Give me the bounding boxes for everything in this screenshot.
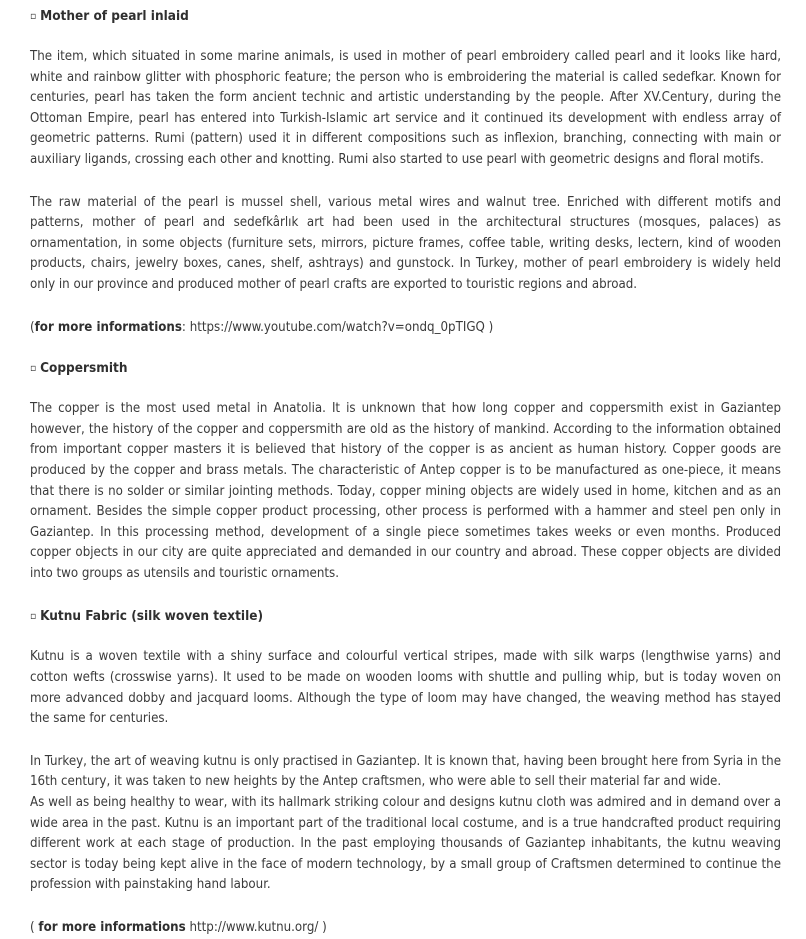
close-paren: ) bbox=[484, 319, 494, 335]
spacer bbox=[30, 338, 781, 358]
spacer bbox=[30, 730, 781, 752]
open-paren: ( bbox=[30, 920, 39, 935]
paragraph-mother-of-pearl-2: The raw material of the pearl is mussel shell, various metal wires and walnut tree. Enriched with different motifs and patterns, mother of pearl and sedefkârlık art had been used in the architectural structures (mosques, palaces) as ornamentation, in some objects (furniture sets, mirrors, picture frames, coffee table, writing desks, lectern, kind of wooden products, chairs, jewelry boxes, canes, shelf, ashtrays) and gunstock. In Turkey, mother of pearl embroidery is widely held only in our province and produced mother of pearl crafts are exported to touristic regions and abroad. bbox=[30, 194, 781, 292]
heading-label: Kutnu Fabric (silk woven textile) bbox=[40, 608, 264, 625]
more-info-label: for more informations bbox=[38, 920, 186, 935]
spacer bbox=[30, 379, 781, 399]
square-bullet-icon: ▫ bbox=[30, 11, 37, 22]
more-info-line-kutnu bbox=[30, 918, 781, 939]
paragraph-coppersmith-1: The copper is the most used metal in Anatolia. It is unknown that how long copper and coppersmith exist in Gaziantep however, the history of the copper and coppersmith are old as the history of mankind. According to the information obtained from important copper masters it is believed that history of the copper is as ancient as human history. Copper goods are produced by the copper and brass metals. The characteristic of Antep copper is to be manufactured as one-piece, it means that there is no solder or similar jointing methods. Today, copper mining objects are widely used in home, kitchen and as an ornament. Besides the simple copper product processing, other process is performed with a hammer and steel pen only in Gaziantep. In this processing method, development of a single piece sometimes takes weeks or even months. Produced copper objects in our city are quite appreciated and demanded in our country and abroad. These copper objects are divided into two groups as utensils and touristic ornaments. bbox=[30, 401, 781, 581]
spacer bbox=[30, 627, 781, 647]
kutnu-link[interactable]: http://www.kutnu.org/ bbox=[189, 920, 319, 935]
spacer bbox=[30, 296, 781, 318]
square-bullet-icon: ▫ bbox=[30, 363, 37, 375]
heading-label: Coppersmith bbox=[40, 360, 128, 377]
paragraph-kutnu-3: As well as being healthy to wear, with its hallmark striking colour and designs kutnu cloth was admired and in demand over a wide area in the past. Kutnu is an important part of the traditional local costume, and is a true handcrafted product requiring different work at each stage of production. In the past employing thousands of Gaziantep inhabitants, the kutnu weaving sector is today being kept alive in the face of modern technology, by a small group of Craftsmen determined to continue the profession with painstaking hand labour. bbox=[30, 795, 781, 893]
close-paren: ) bbox=[318, 920, 327, 935]
paragraph-mother-of-pearl-1: The item, which situated in some marine animals, is used in mother of pearl embroidery called pearl and it looks like hard, white and rainbow glitter with phosphoric feature; the person who is embroidering the material is called sedefkar. Known for centuries, pearl has taken the form ancient technic and artistic understanding by the people. After XV.Century, during the Ottoman Empire, pearl has entered into Turkish-Islamic art service and it continued its development with endless array of geometric patterns. Rumi (pattern) used it in different compositions such as inflexion, branching, connecting with main or auxiliary ligands, crossing each other and knotting. Rumi also started to use pearl with geometric designs and floral motifs. bbox=[30, 49, 781, 167]
spacer bbox=[30, 27, 781, 47]
paragraph-kutnu-1: Kutnu is a woven textile with a shiny surface and colourful vertical stripes, made with silk warps (lengthwise yarns) and cotton wefts (crosswise yarns). It used to be made on wooden looms with shuttle and pulling whip, but is today woven on more advanced dobby and jacquard looms. Although the type of loom may have changed, the weaving method has stayed the same for centuries. bbox=[30, 649, 781, 727]
paragraph-kutnu-2: In Turkey, the art of weaving kutnu is only practised in Gaziantep. It is known that, having been brought here from Syria in the 16th century, it was taken to new heights by the Antep craftsmen, who were able to sell their material far and wide. bbox=[30, 753, 781, 790]
more-info-line-mother-of-pearl bbox=[30, 318, 781, 339]
youtube-link[interactable]: https://www.youtube.com/watch?v=ondq_0pTIGQ bbox=[189, 319, 485, 335]
section-heading-mother-of-pearl bbox=[30, 6, 781, 27]
open-paren: ( bbox=[30, 319, 35, 335]
spacer bbox=[30, 171, 781, 193]
heading-label: Mother of pearl inlaid bbox=[40, 8, 189, 24]
separator: : bbox=[181, 319, 190, 335]
spacer bbox=[30, 584, 781, 606]
section-heading-coppersmith bbox=[30, 358, 781, 379]
section-heading-kutnu-fabric bbox=[30, 606, 781, 627]
spacer bbox=[30, 896, 781, 918]
more-info-label: for more informations bbox=[34, 319, 182, 335]
square-bullet-icon: ▫ bbox=[30, 611, 37, 623]
